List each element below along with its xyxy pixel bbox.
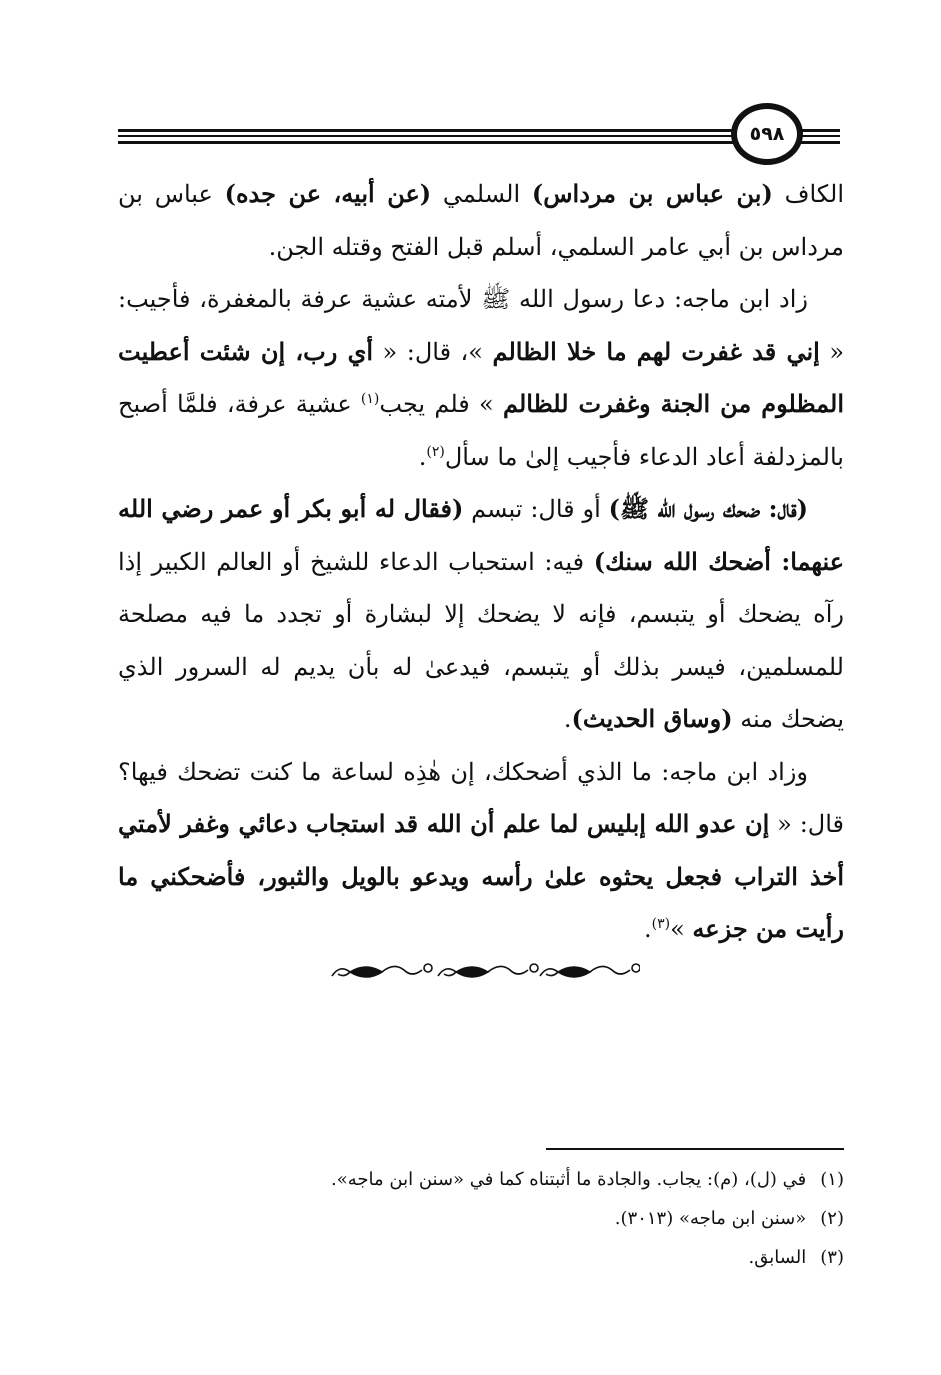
bold-run: أي رب، إن شئت أعطيت المظلوم من الجنة وغفرت للظالم <box>118 336 845 418</box>
footnote-text: السابق. <box>748 1247 807 1268</box>
section-divider-ornament <box>328 956 640 986</box>
text-run: »، قال: « <box>373 337 493 366</box>
paragraph-narrator-note <box>118 168 844 273</box>
footnotes <box>118 1160 844 1277</box>
footnote-ref-2[interactable]: (٢) <box>426 443 445 460</box>
bold-run: (بن عباس بن مرداس) <box>531 179 773 208</box>
text-run: . <box>418 442 427 471</box>
footnote-3 <box>118 1238 844 1277</box>
text-run: زاد ابن ماجه: دعا رسول الله ﷺ لأمته عشية عرفة بالمغفرة، فأجيب: « <box>118 285 845 366</box>
footnote-ref-3[interactable]: (٣) <box>651 916 671 932</box>
footnote-text: في (ل)، (م): يجاب. والجادة ما أثبتناه كما في «سنن ابن ماجه». <box>331 1169 807 1190</box>
paragraph-second-addition <box>118 746 844 956</box>
bold-run: إني قد غفرت لهم ما خلا الظالم <box>492 336 820 366</box>
text-run: . <box>563 705 572 733</box>
paragraph-ibn-majah-addition <box>118 273 844 483</box>
footnote-number: (٣) <box>820 1247 844 1268</box>
bold-run: (عن أبيه، عن جده) <box>224 179 432 208</box>
text-run: الكاف <box>772 180 844 208</box>
bold-run: (وساق الحديث) <box>571 704 733 733</box>
footnote-1 <box>118 1160 844 1199</box>
bold-run: إن عدو الله إبليس لما علم أن الله قد استجاب دعائي وغفر لأمتي أخذ التراب فجعل يحثوه علىٰ رأسه ويدعو بالويل والثبور، فأضحكني ما رأيت من جزعه <box>118 809 844 943</box>
main-text <box>118 168 844 956</box>
page-number: ٥٩٨ <box>749 123 785 145</box>
text-run: عباس بن مرداس بن أبي عامر السلمي، أسلم قبل الفتح وقتله الجن. <box>118 180 844 261</box>
paragraph-hadith-commentary <box>118 483 844 746</box>
text-run: فيه: استحباب الدعاء للشيخ أو العالم الكبير إذا رآه يضحك أو يتبسم، فإنه لا يضحك إلا لبشارة أو تجدد ما فيه مصلحة للمسلمين، فيسر بذلك أو يتبسم، فيدعىٰ له بأن يديم له السرور الذي يضحك منه <box>118 547 844 733</box>
text-run: » <box>670 915 693 943</box>
text-run: السلمي <box>431 180 532 208</box>
footnote-number: (١) <box>820 1169 844 1190</box>
footnote-ref-1[interactable]: (١) <box>360 391 380 407</box>
text-run: وزاد ابن ماجه: ما الذي أضحكك، إن هٰذِه لساعة ما كنت تضحك فيها؟ قال: « <box>118 757 845 838</box>
footnote-separator <box>546 1148 844 1150</box>
footnote-text: «سنن ابن ماجه» (٣٠١٣). <box>614 1208 807 1229</box>
footnote-2 <box>118 1199 844 1238</box>
bold-run: (قال: ضحك رسول الله ﷺ) <box>608 494 808 523</box>
bold-run: (فقال له أبو بكر أو عمر رضي الله عنهما: أضحك الله سنك) <box>118 494 845 576</box>
text-run: أو قال: تبسم <box>463 495 609 523</box>
ornament-motif <box>332 964 432 977</box>
text-run: عشية عرفة، فلمَّا أصبح بالمزدلفة أعاد الدعاء فأجيب إلىٰ ما سأل <box>118 390 844 471</box>
ornament-motif <box>438 964 538 977</box>
text-run: . <box>643 915 652 943</box>
ornament-motif <box>540 964 640 977</box>
page-number-badge <box>731 103 803 165</box>
footnote-number: (٢) <box>820 1208 844 1229</box>
text-run: » فلم يجب <box>379 390 503 418</box>
